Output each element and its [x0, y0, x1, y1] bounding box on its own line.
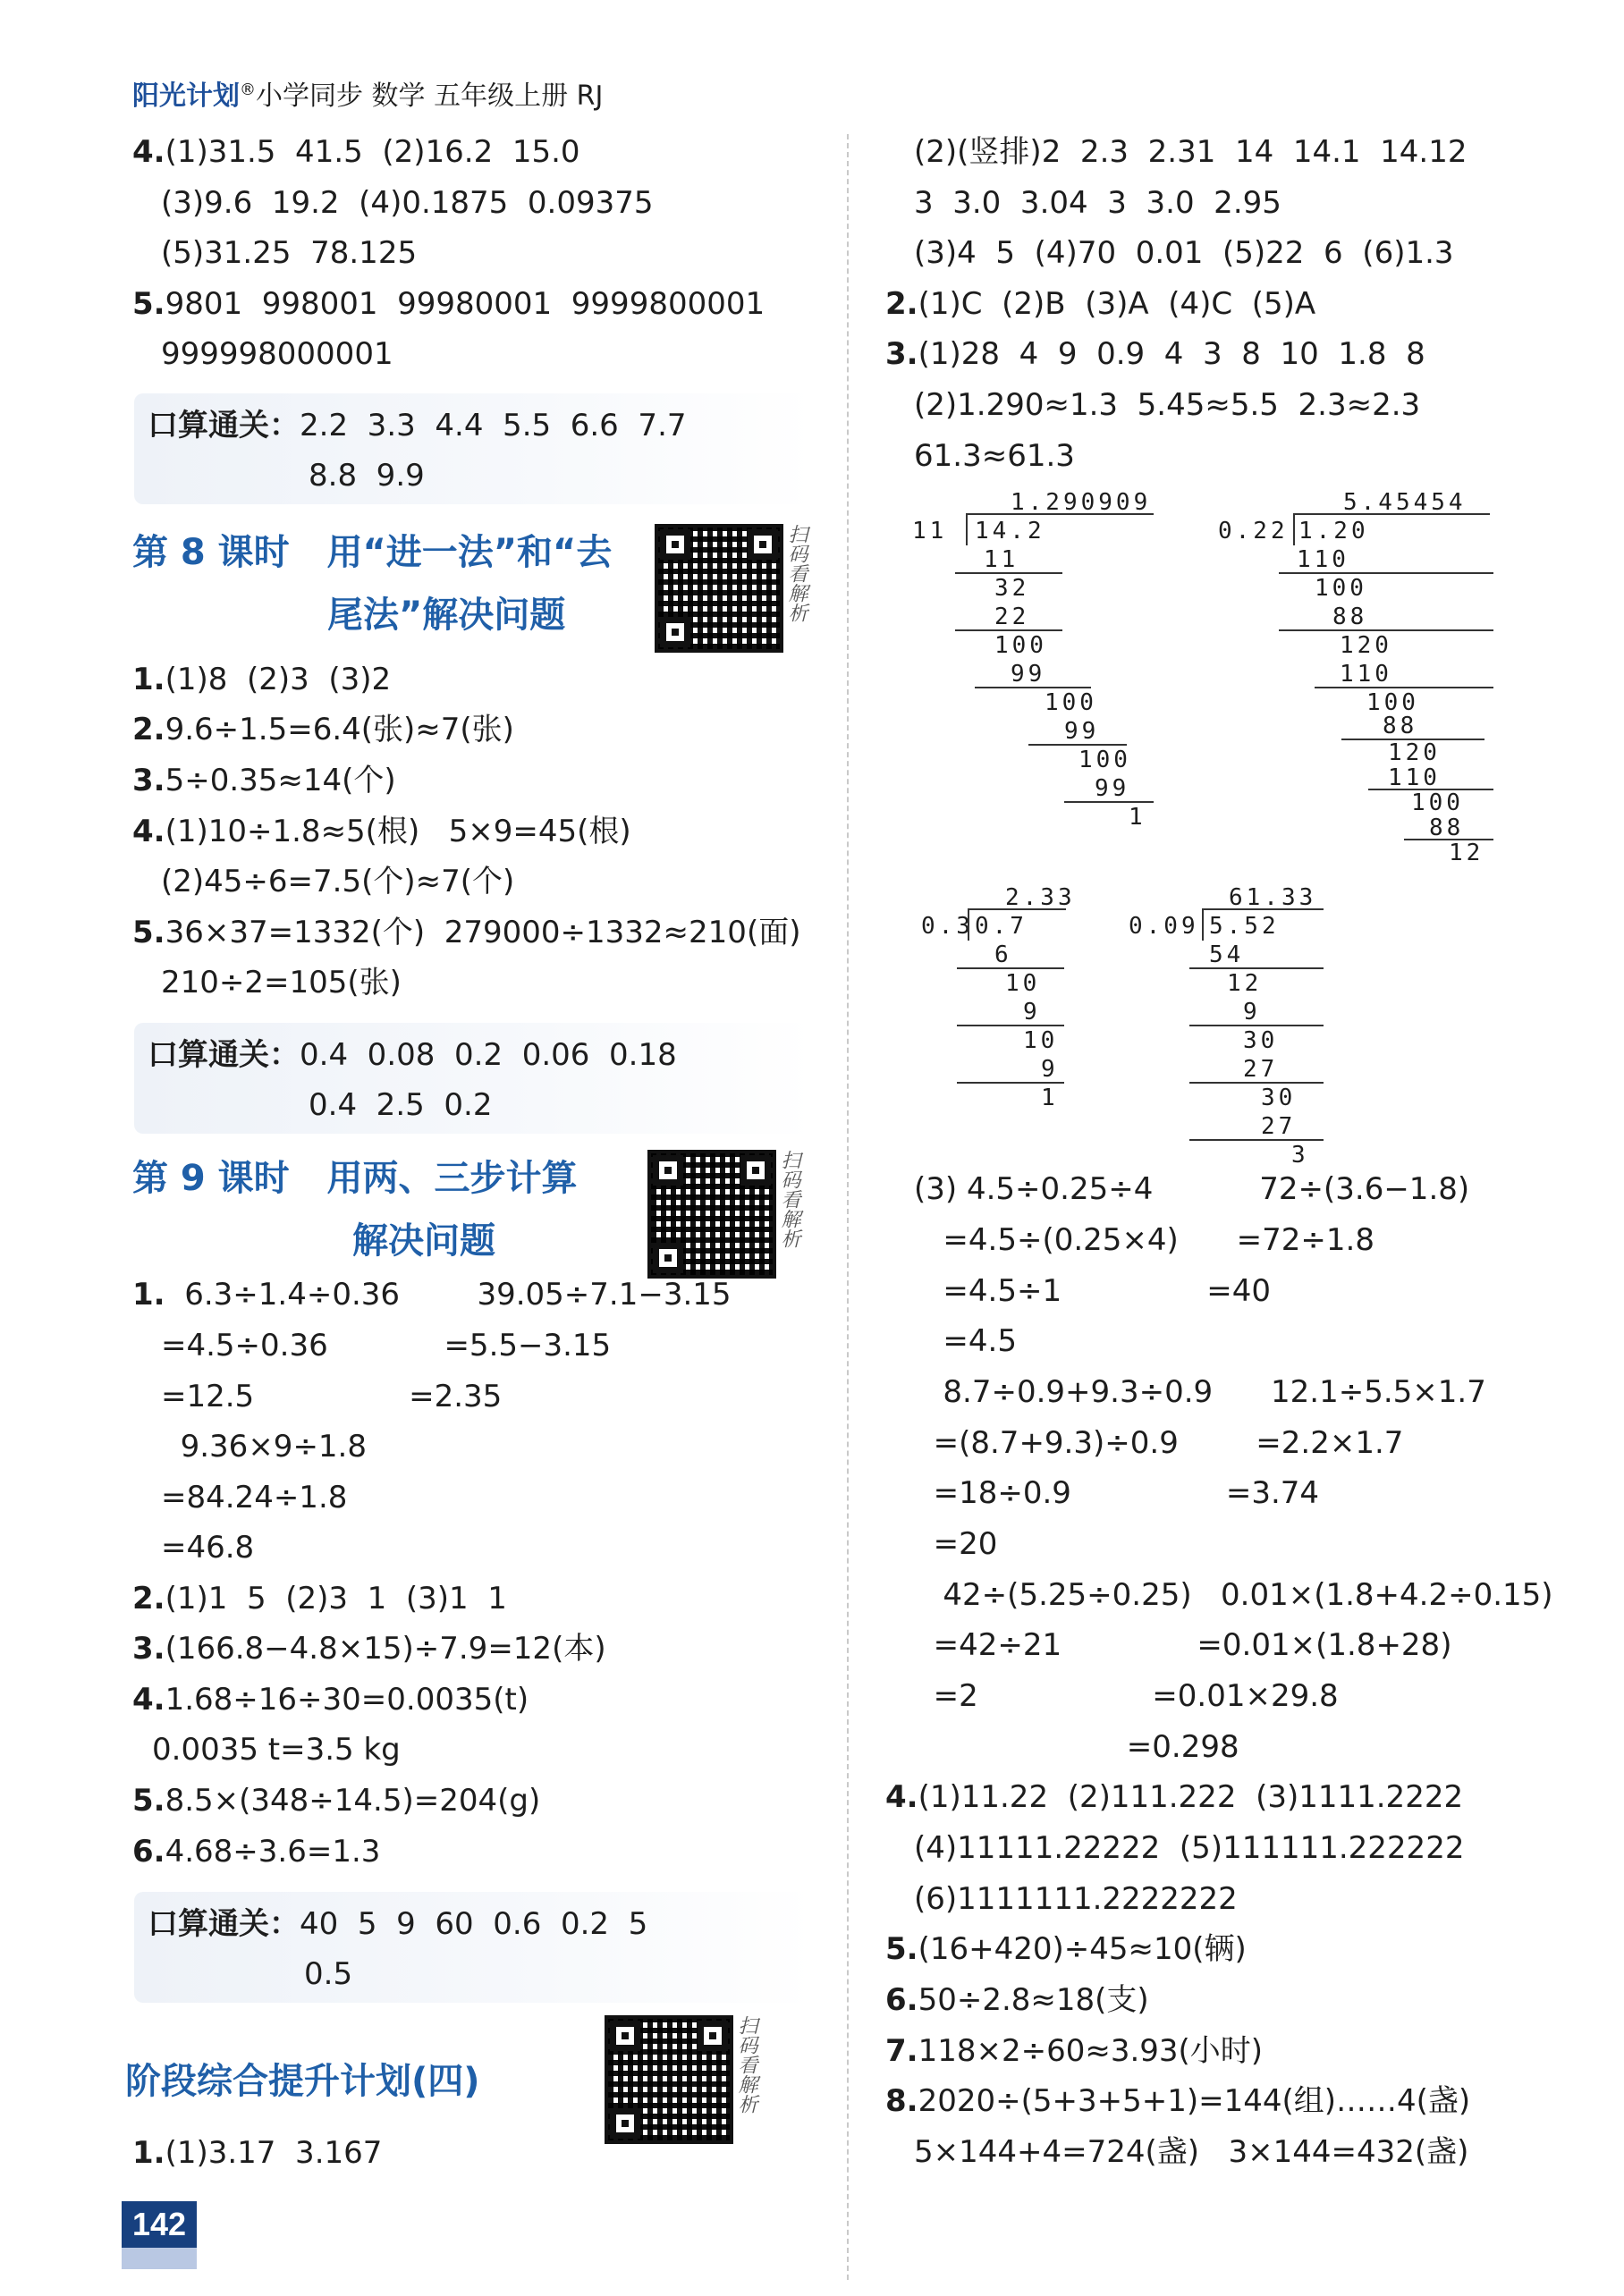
answer-line: 4.(1)11.22 (2)111.222 (3)1111.2222	[885, 1779, 1464, 1815]
division-quotient: 5.45454	[1343, 489, 1467, 516]
division-divisor: 11	[912, 518, 948, 544]
answer-line: 7.118×2÷60≈3.93(小时)	[885, 2033, 1264, 2069]
qr-code-icon[interactable]	[605, 2015, 733, 2144]
calc-line: =18÷0.9 =3.74	[914, 1475, 1320, 1511]
answer-line: (2)1.290≈1.3 5.45≈5.5 2.3≈2.3	[914, 387, 1421, 423]
division-divisor: 0.3	[921, 913, 974, 940]
division-step: 12	[1227, 970, 1263, 997]
division-step: 100	[994, 632, 1047, 659]
calc-line: =4.5÷1 =40	[914, 1273, 1271, 1309]
answer-line: 210÷2=105(张)	[161, 965, 402, 1000]
answer-line: 3.(166.8−4.8×15)÷7.9=12(本)	[132, 1631, 606, 1667]
division-step: 99	[1064, 718, 1100, 745]
division-step: 99	[1011, 661, 1046, 688]
division-step: 100	[1315, 575, 1367, 602]
lesson-8-title-line2: 尾法”解决问题	[327, 595, 566, 636]
division-rule	[1189, 1082, 1324, 1084]
lesson-9-title: 第 9 课时 用两、三步计算	[132, 1158, 578, 1199]
answer-line: 5.(16+420)÷45≈10(辆)	[885, 1931, 1247, 1967]
answer-line: 4.(1)10÷1.8≈5(根) 5×9=45(根)	[132, 814, 631, 849]
kousuan-1-line2: 8.8 9.9	[309, 458, 425, 494]
calc-line: =20	[914, 1526, 998, 1562]
calc-line: =42÷21 =0.01×(1.8+28)	[914, 1627, 1452, 1663]
answer-line: 5.36×37=1332(个) 279000÷1332≈210(面)	[132, 915, 801, 950]
division-step: 1	[1041, 1085, 1059, 1111]
division-step: 100	[1411, 789, 1464, 816]
calc-line: =2 =0.01×29.8	[914, 1678, 1339, 1714]
calc-line: =0.298	[914, 1729, 1239, 1765]
calc-line: =84.24÷1.8	[161, 1480, 348, 1515]
answer-line: 5.9801 998001 99980001 9999800001	[132, 286, 765, 322]
answer-line: 3.(1)28 4 9 0.9 4 3 8 10 1.8 8	[885, 336, 1425, 372]
kousuan-2-line2: 0.4 2.5 0.2	[309, 1087, 493, 1123]
book-header	[132, 73, 603, 113]
calc-line: 42÷(5.25÷0.25) 0.01×(1.8+4.2÷0.15)	[914, 1577, 1553, 1613]
division-quotient: 61.33	[1229, 884, 1317, 911]
scan-caption: 扫码看解析	[785, 524, 808, 622]
division-bar	[968, 908, 1066, 910]
answer-line: 8.2020÷(5+3+5+1)=144(组)……4(盏)	[885, 2083, 1471, 2119]
calc-line: =4.5÷0.36 =5.5−3.15	[161, 1328, 612, 1363]
division-step: 11	[984, 546, 1019, 573]
kousuan-3-line2: 0.5	[304, 1956, 353, 1992]
lesson-8-title: 第 8 课时 用“进一法”和“去	[132, 532, 613, 573]
stage-title: 阶段综合提升计划(四)	[125, 2061, 480, 2102]
division-bracket	[966, 515, 968, 545]
qr-code-icon[interactable]	[655, 524, 783, 653]
division-step: 30	[1243, 1027, 1279, 1054]
division-step: 30	[1261, 1085, 1297, 1111]
answer-line: 0.0035 t=3.5 kg	[152, 1732, 401, 1768]
answer-line: (3)9.6 19.2 (4)0.1875 0.09375	[161, 185, 654, 221]
division-step: 10	[1023, 1027, 1059, 1054]
answer-line: 5×144+4=724(盏) 3×144=432(盏)	[914, 2134, 1469, 2170]
division-step: 120	[1388, 739, 1441, 766]
kousuan-3: 口算通关：40 5 9 60 0.6 0.2 5	[148, 1906, 648, 1942]
calc-line: 9.36×9÷1.8	[161, 1429, 367, 1465]
calc-line: =4.5÷(0.25×4) =72÷1.8	[914, 1222, 1374, 1258]
scan-caption: 扫码看解析	[778, 1150, 800, 1248]
division-dividend: 14.2	[975, 518, 1045, 544]
division-quotient: 2.33	[1005, 884, 1076, 911]
scan-caption: 扫码看解析	[735, 2015, 757, 2114]
qr-code-icon[interactable]	[647, 1150, 776, 1279]
kousuan-1: 口算通关：2.2 3.3 4.4 5.5 6.6 7.7	[148, 408, 687, 443]
division-bracket	[1293, 515, 1295, 545]
division-dividend: 1.20	[1298, 518, 1369, 544]
kousuan-2: 口算通关：0.4 0.08 0.2 0.06 0.18	[148, 1037, 677, 1073]
calc-line: (3) 4.5÷0.25÷4 72÷(3.6−1.8)	[914, 1171, 1470, 1207]
calc-line: =46.8	[161, 1530, 255, 1566]
division-bar	[1202, 908, 1324, 910]
answer-line: 999998000001	[161, 336, 393, 372]
division-step: 120	[1340, 632, 1392, 659]
book-subtitle: 小学同步 数学 五年级上册 RJ	[256, 80, 604, 112]
division-step: 9	[1023, 999, 1041, 1026]
answer-line: (6)1111111.2222222	[914, 1881, 1238, 1917]
calc-line: =12.5 =2.35	[161, 1379, 503, 1414]
division-step: 100	[1045, 689, 1097, 716]
division-rule	[1279, 572, 1493, 574]
answer-line: 2.(1)C (2)B (3)A (4)C (5)A	[885, 286, 1316, 322]
division-bar	[1293, 513, 1490, 515]
answer-line: 4.1.68÷16÷30=0.0035(t)	[132, 1682, 529, 1718]
division-step: 27	[1243, 1056, 1279, 1083]
division-step: 9	[1243, 999, 1261, 1026]
division-step: 22	[994, 604, 1030, 630]
answer-line: 5.8.5×(348÷14.5)=204(g)	[132, 1783, 541, 1819]
calc-line: 8.7÷0.9+9.3÷0.9 12.1÷5.5×1.7	[914, 1374, 1486, 1410]
division-step: 88	[1383, 713, 1418, 739]
division-step: 99	[1095, 775, 1130, 802]
answer-line: 4.(1)31.5 41.5 (2)16.2 15.0	[132, 134, 580, 170]
answer-line: (4)11111.22222 (5)111111.222222	[914, 1830, 1465, 1866]
division-step: 3	[1291, 1142, 1309, 1169]
answer-line: 6.50÷2.8≈18(支)	[885, 1982, 1149, 2018]
division-dividend: 0.7	[975, 913, 1028, 940]
answer-line: 1.(1)3.17 3.167	[132, 2135, 383, 2171]
answer-line: 2.9.6÷1.5=6.4(张)≈7(张)	[132, 712, 514, 747]
division-step: 27	[1261, 1113, 1297, 1140]
registered-mark: ®	[240, 80, 256, 99]
calc-line: =(8.7+9.3)÷0.9 =2.2×1.7	[914, 1425, 1404, 1461]
division-dividend: 5.52	[1209, 913, 1280, 940]
page-tab-decoration	[122, 2248, 197, 2269]
answer-line: (5)31.25 78.125	[161, 235, 418, 271]
division-quotient: 1.290909	[1011, 489, 1152, 516]
division-step: 110	[1388, 764, 1441, 791]
division-step: 88	[1332, 604, 1368, 630]
division-step: 54	[1209, 941, 1245, 968]
division-step: 100	[1366, 689, 1419, 716]
division-step: 100	[1078, 747, 1131, 773]
answer-line: 61.3≈61.3	[914, 438, 1075, 474]
page-number: 142	[122, 2201, 197, 2248]
answer-line: 2.(1)1 5 (2)3 1 (3)1 1	[132, 1581, 507, 1616]
column-divider	[847, 134, 849, 2280]
division-bracket	[968, 910, 969, 941]
division-bar	[966, 513, 1154, 515]
answer-line: 6.4.68÷3.6=1.3	[132, 1834, 381, 1870]
division-step: 1	[1129, 804, 1146, 831]
calc-line: =4.5	[914, 1323, 1017, 1359]
division-step: 110	[1297, 546, 1349, 573]
division-step: 12	[1449, 840, 1484, 866]
brand-name: 阳光计划	[132, 80, 240, 112]
division-divisor: 0.22	[1218, 518, 1289, 544]
lesson-9-title-line2: 解决问题	[352, 1220, 495, 1262]
answer-line: 3 3.0 3.04 3 3.0 2.95	[914, 185, 1281, 221]
division-step: 10	[1005, 970, 1041, 997]
answer-line: (2)45÷6=7.5(个)≈7(个)	[161, 864, 515, 899]
answer-line: 3.5÷0.35≈14(个)	[132, 763, 396, 798]
calc-line: 1. 6.3÷1.4÷0.36 39.05÷7.1−3.15	[132, 1277, 732, 1313]
division-step: 110	[1340, 661, 1392, 688]
division-step: 6	[994, 941, 1012, 968]
answer-line: (2)(竖排)2 2.3 2.31 14 14.1 14.12	[914, 134, 1468, 170]
answer-line: (3)4 5 (4)70 0.01 (5)22 6 (6)1.3	[914, 235, 1454, 271]
division-step: 9	[1041, 1056, 1059, 1083]
division-step: 88	[1429, 815, 1465, 841]
division-divisor: 0.09	[1129, 913, 1199, 940]
division-bracket	[1202, 910, 1204, 941]
division-step: 32	[994, 575, 1030, 602]
answer-line: 1.(1)8 (2)3 (3)2	[132, 662, 392, 697]
